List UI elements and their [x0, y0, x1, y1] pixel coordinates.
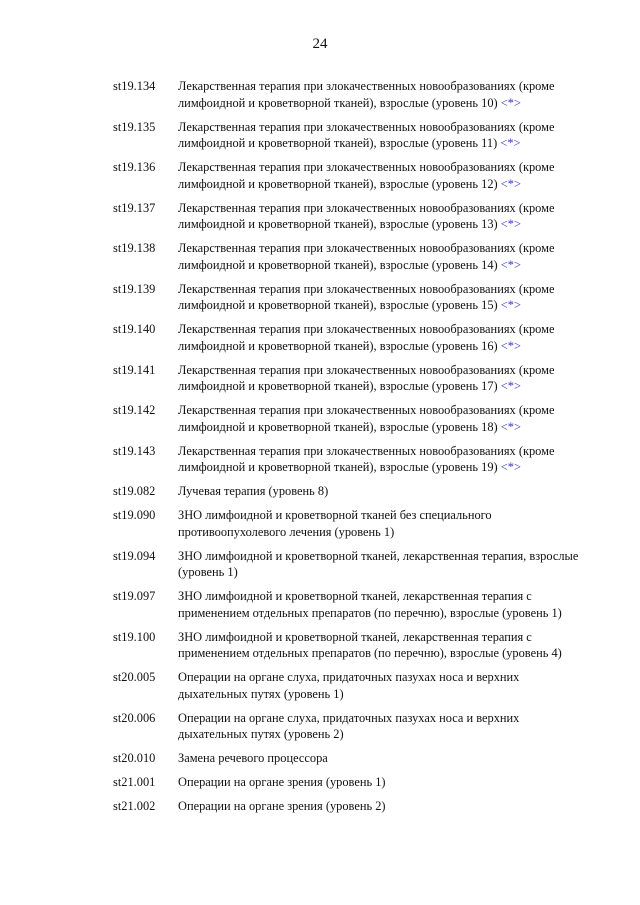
footnote-link[interactable]: <*>: [500, 298, 521, 312]
entry-description: Замена речевого процессора: [178, 751, 328, 765]
entry-description: Лекарственная терапия при злокачественных новообразованиях (кроме лимфоидной и кроветворной тканей), взрослые (уровень 14) <*>: [178, 241, 555, 272]
list-item: [113, 507, 583, 540]
entry-description: Лекарственная терапия при злокачественных новообразованиях (кроме лимфоидной и кроветворной тканей), взрослые (уровень 12) <*>: [178, 160, 555, 191]
entry-code: st19.100: [113, 629, 156, 644]
list-item: [113, 798, 583, 815]
footnote-link[interactable]: <*>: [500, 136, 521, 150]
footnote-link[interactable]: <*>: [500, 338, 521, 353]
footnote-link[interactable]: <*>: [500, 95, 521, 110]
footnote-link[interactable]: <*>: [500, 257, 521, 272]
entry-code: st19.094: [113, 548, 156, 563]
entry-code: st19.090: [113, 508, 156, 522]
footnote-link[interactable]: <*>: [500, 217, 521, 231]
entry-description: Операции на органе слуха, придаточных пазухах носа и верхних дыхательных путях (уровень 1): [178, 670, 520, 701]
entry-code: st19.138: [113, 241, 156, 255]
list-item: [113, 402, 583, 435]
entry-code: st19.134: [113, 79, 156, 93]
entry-code: st19.141: [113, 362, 156, 377]
entry-code: st21.002: [113, 799, 156, 813]
entry-description: Лекарственная терапия при злокачественных новообразованиях (кроме лимфоидной и кроветворной тканей), взрослые (уровень 19) <*>: [178, 443, 555, 474]
entry-code: st19.140: [113, 322, 156, 336]
list-item: [113, 119, 583, 152]
entry-code: st19.136: [113, 160, 156, 174]
entry-code: st20.010: [113, 751, 156, 765]
list-item: [113, 774, 583, 791]
entry-code: st19.137: [113, 200, 156, 215]
list-item: [113, 321, 583, 354]
entry-code: st19.142: [113, 403, 156, 417]
footnote-link[interactable]: <*>: [500, 419, 521, 434]
entry-description: ЗНО лимфоидной и кроветворной тканей, лекарственная терапия, взрослые (уровень 1): [178, 548, 579, 579]
list-item: [113, 78, 583, 111]
page-number: 24: [312, 36, 328, 52]
footnote-link[interactable]: <*>: [500, 176, 521, 191]
entry-description: ЗНО лимфоидной и кроветворной тканей, лекарственная терапия с применением отдельных препаратов (по перечню), взрослые (уровень 4): [178, 629, 562, 660]
entry-code: st19.082: [113, 484, 156, 498]
entry-description: ЗНО лимфоидной и кроветворной тканей без специального противоопухолевого лечения (уровень 1): [178, 508, 492, 539]
entry-code: st21.001: [113, 775, 156, 789]
entry-description: Операции на органе зрения (уровень 1): [178, 775, 386, 789]
entry-code: st20.005: [113, 670, 156, 684]
footnote-link[interactable]: <*>: [500, 460, 521, 474]
list-item: [113, 750, 583, 767]
entry-description: Лекарственная терапия при злокачественных новообразованиях (кроме лимфоидной и кроветворной тканей), взрослые (уровень 18) <*>: [178, 403, 555, 434]
footnote-link[interactable]: <*>: [500, 379, 521, 393]
entry-description: Лучевая терапия (уровень 8): [178, 484, 329, 498]
list-item: [113, 362, 583, 395]
list-item: [113, 200, 583, 233]
entry-description: Операции на органе зрения (уровень 2): [178, 799, 386, 813]
list-item: [113, 548, 583, 581]
entry-description: Лекарственная терапия при злокачественных новообразованиях (кроме лимфоидной и кроветворной тканей), взрослые (уровень 10) <*>: [178, 79, 555, 110]
entry-description: Лекарственная терапия при злокачественных новообразованиях (кроме лимфоидной и кроветворной тканей), взрослые (уровень 17) <*>: [178, 362, 555, 393]
entry-list: [113, 78, 583, 822]
entry-code: st20.006: [113, 710, 156, 725]
entry-code: st19.097: [113, 589, 156, 603]
list-item: [113, 483, 583, 500]
entry-code: st19.135: [113, 119, 156, 134]
entry-description: ЗНО лимфоидной и кроветворной тканей, лекарственная терапия с применением отдельных препаратов (по перечню), взрослые (уровень 1): [178, 589, 562, 620]
list-item: [113, 159, 583, 192]
entry-description: Операции на органе слуха, придаточных пазухах носа и верхних дыхательных путях (уровень 2): [178, 710, 520, 741]
list-item: [113, 443, 583, 476]
list-item: [113, 240, 583, 273]
list-item: [113, 669, 583, 702]
entry-description: Лекарственная терапия при злокачественных новообразованиях (кроме лимфоидной и кроветворной тканей), взрослые (уровень 11) <*>: [178, 119, 555, 150]
entry-description: Лекарственная терапия при злокачественных новообразованиях (кроме лимфоидной и кроветворной тканей), взрослые (уровень 16) <*>: [178, 322, 555, 353]
list-item: [113, 588, 583, 621]
list-item: [113, 281, 583, 314]
entry-description: Лекарственная терапия при злокачественных новообразованиях (кроме лимфоидной и кроветворной тканей), взрослые (уровень 13) <*>: [178, 200, 555, 231]
entry-code: st19.143: [113, 443, 156, 458]
entry-description: Лекарственная терапия при злокачественных новообразованиях (кроме лимфоидной и кроветворной тканей), взрослые (уровень 15) <*>: [178, 281, 555, 312]
list-item: [113, 629, 583, 662]
entry-code: st19.139: [113, 281, 156, 296]
list-item: [113, 710, 583, 743]
